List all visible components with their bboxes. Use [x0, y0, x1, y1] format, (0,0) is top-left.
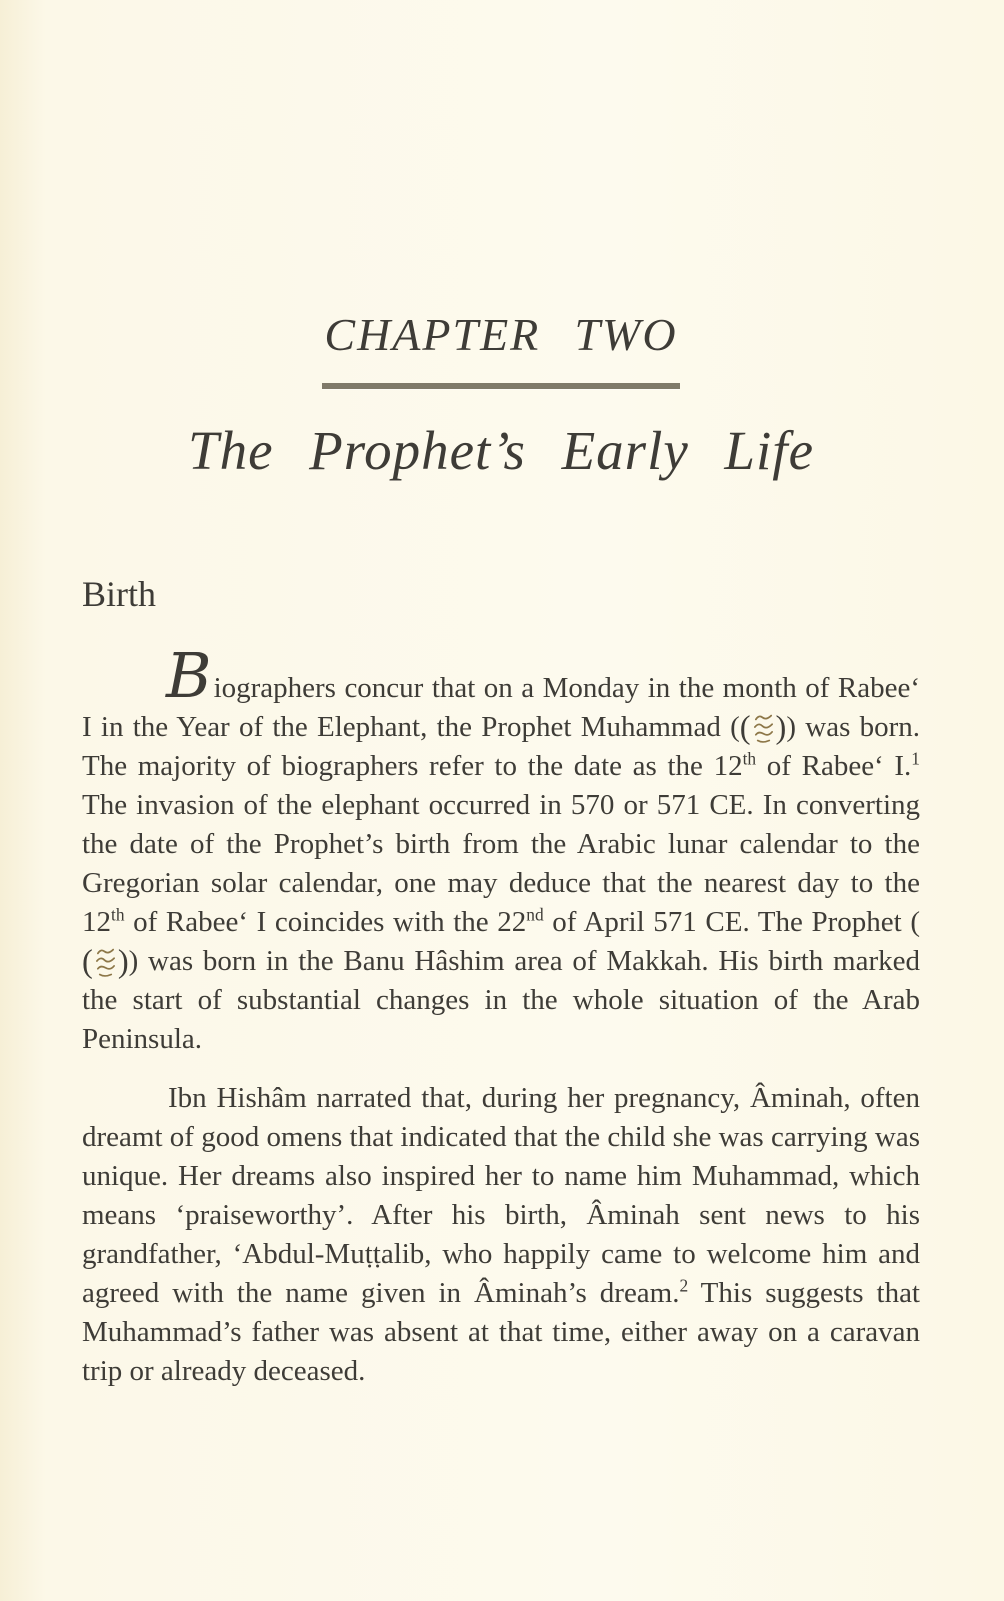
- pbuh-calligraphy-icon: [94, 946, 117, 980]
- pbuh-calligraphy-icon: [752, 712, 775, 746]
- parenthesis-open: (: [82, 943, 93, 980]
- page-title: The Prophet’s Early Life: [188, 420, 814, 481]
- drop-cap-letter: B: [166, 638, 211, 712]
- footnote-reference: 2: [679, 1274, 689, 1295]
- page-content: [0, 309, 1004, 1391]
- section-heading-birth: Birth: [82, 573, 157, 614]
- pbuh-honorific-symbol: [739, 709, 787, 746]
- footnote-reference: 1: [911, 747, 920, 768]
- parenthesis-close: ): [117, 943, 129, 980]
- ordinal-suffix: th: [742, 747, 757, 768]
- paragraph: Ibn Hishâm narrated that, during her pregnancy, Âminah, often dreamt of good omens that indicated that the child she was carrying was unique. Her dreams also inspired her to name him Muhammad, which means ‘praiseworthy’. After his birth, Âminah sent news to his grandfather, ‘Abdul-Muṭṭalib, who happily came to welcome him and agreed with the name given in Âminah’s dream.$^2$ This suggests that Muhammad’s father was absent at that time, either away on a caravan trip or already deceased.: [82, 1081, 920, 1387]
- ordinal-suffix: th: [111, 903, 125, 924]
- ordinal-suffix: nd: [526, 903, 544, 924]
- paragraph: Biographers concur that on a Monday in the month of Rabee‘ I in the Year of the Elephant, the Prophet Muhammad (( )) was born. The majority of biographers refer to the date as the 12th of Rabee‘ I.$^1$ The invasion of the elephant occurred in 570 or 571 CE. In converting the date of the Prophet’s birth from the Arabic lunar calendar to the Gregorian solar calendar, one may deduce that the nearest day to the 12th of Rabee‘ I coincides with the 22nd of April 571 CE. The Prophet (( )) was born in the Banu Hâshim area of Makkah. His birth marked the start of substantial changes in the whole situation of the Arab Peninsula.: [82, 638, 920, 1055]
- body-text: [82, 638, 920, 1391]
- chapter-divider-rule: [322, 383, 680, 389]
- parenthesis-open: (: [739, 709, 751, 746]
- pbuh-honorific-symbol: [82, 943, 129, 980]
- parenthesis-close: ): [775, 709, 787, 746]
- chapter-heading: CHAPTER TWO: [324, 309, 678, 360]
